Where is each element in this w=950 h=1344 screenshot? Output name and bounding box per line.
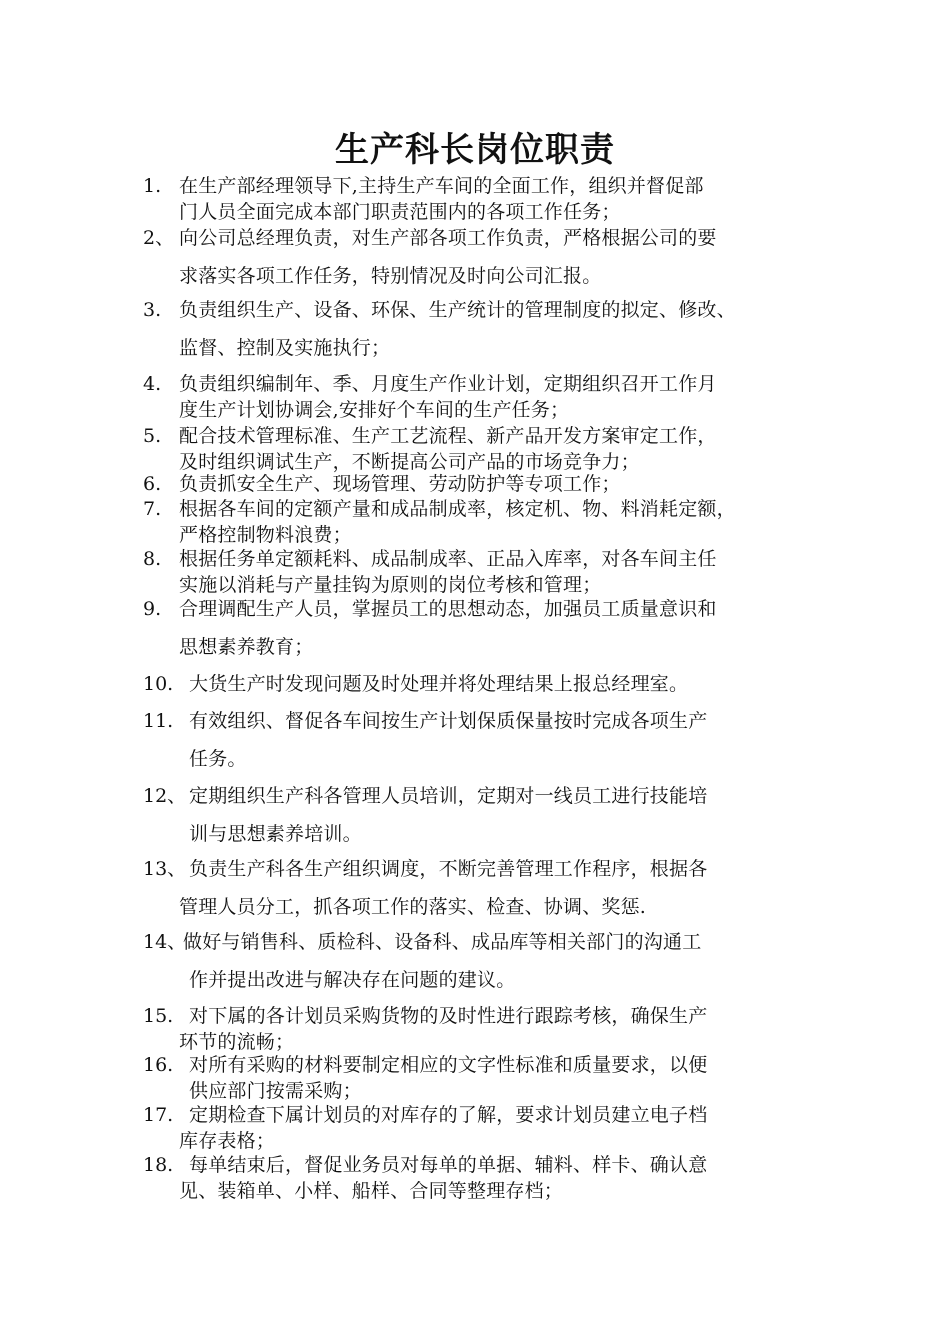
item-number: 4. xyxy=(143,373,162,395)
item-text-line: 配合技术管理标准、生产工艺流程、新产品开发方案审定工作， xyxy=(179,425,717,447)
item-text-line: 门人员全面完成本部门职责范围内的各项工作任务； xyxy=(179,201,621,223)
item-number: 7. xyxy=(143,498,162,520)
page-title: 生产科长岗位职责 xyxy=(335,130,615,170)
item-text-line: 环节的流畅； xyxy=(179,1031,295,1053)
item-number: 1. xyxy=(143,175,162,197)
item-text-line: 根据各车间的定额产量和成品制成率，核定机、物、料消耗定额， xyxy=(179,498,736,520)
item-number: 6. xyxy=(143,473,162,495)
item-text-line: 任务。 xyxy=(189,748,247,770)
item-text-line: 思想素养教育； xyxy=(179,636,314,658)
item-text-line: 大货生产时发现问题及时处理并将处理结果上报总经理室。 xyxy=(189,673,689,695)
item-text-line: 对下属的各计划员采购货物的及时性进行跟踪考核，确保生产 xyxy=(189,1005,708,1027)
item-number: 13、 xyxy=(143,858,187,880)
item-text-line: 对所有采购的材料要制定相应的文字性标准和质量要求，以便 xyxy=(189,1054,708,1076)
item-number: 12、 xyxy=(143,785,187,807)
item-number: 11. xyxy=(143,710,174,732)
item-text-line: 管理人员分工，抓各项工作的落实、检查、协调、奖惩. xyxy=(179,896,647,918)
item-text-line: 负责组织编制年、季、月度生产作业计划，定期组织召开工作月 xyxy=(179,373,717,395)
item-text-line: 见、装箱单、小样、船样、合同等整理存档； xyxy=(179,1180,564,1202)
item-text-line: 作并提出改进与解决存在问题的建议。 xyxy=(189,969,516,991)
item-number: 8. xyxy=(143,548,162,570)
item-number: 10. xyxy=(143,673,174,695)
item-text-line: 做好与销售科、质检科、设备科、成品库等相关部门的沟通工 xyxy=(183,931,702,953)
item-text-line: 度生产计划协调会,安排好个车间的生产任务； xyxy=(179,399,570,421)
item-text-line: 向公司总经理负责，对生产部各项工作负责，严格根据公司的要 xyxy=(179,227,717,249)
item-text-line: 有效组织、督促各车间按生产计划保质保量按时完成各项生产 xyxy=(189,710,708,732)
item-number: 14、 xyxy=(143,931,187,953)
item-number: 9. xyxy=(143,598,162,620)
item-text-line: 供应部门按需采购； xyxy=(189,1080,362,1102)
item-text-line: 负责抓安全生产、现场管理、劳动防护等专项工作； xyxy=(179,473,621,495)
item-text-line: 实施以消耗与产量挂钩为原则的岗位考核和管理； xyxy=(179,574,602,596)
item-text-line: 定期组织生产科各管理人员培训，定期对一线员工进行技能培 xyxy=(189,785,708,807)
item-text-line: 库存表格； xyxy=(179,1130,276,1152)
item-text-line: 求落实各项工作任务，特别情况及时向公司汇报。 xyxy=(179,265,602,287)
item-text-line: 训与思想素养培训。 xyxy=(189,823,362,845)
item-text-line: 监督、控制及实施执行； xyxy=(179,337,391,359)
item-number: 16. xyxy=(143,1054,174,1076)
item-text-line: 根据任务单定额耗料、成品制成率、正品入库率，对各车间主任 xyxy=(179,548,717,570)
item-text-line: 及时组织调试生产，不断提高公司产品的市场竞争力； xyxy=(179,451,640,473)
item-text-line: 在生产部经理领导下,主持生产车间的全面工作，组织并督促部 xyxy=(179,175,704,197)
item-text-line: 负责生产科各生产组织调度，不断完善管理工作程序，根据各 xyxy=(189,858,708,880)
item-text-line: 严格控制物料浪费； xyxy=(179,524,352,546)
item-text-line: 定期检查下属计划员的对库存的了解，要求计划员建立电子档 xyxy=(189,1104,708,1126)
item-text-line: 合理调配生产人员，掌握员工的思想动态，加强员工质量意识和 xyxy=(179,598,717,620)
item-text-line: 每单结束后，督促业务员对每单的单据、辅料、样卡、确认意 xyxy=(189,1154,708,1176)
item-number: 15. xyxy=(143,1005,174,1027)
item-number: 2、 xyxy=(143,227,175,249)
item-number: 3. xyxy=(143,299,162,321)
item-text-line: 负责组织生产、设备、环保、生产统计的管理制度的拟定、修改、 xyxy=(179,299,736,321)
item-number: 17. xyxy=(143,1104,174,1126)
item-number: 5. xyxy=(143,425,162,447)
item-number: 18. xyxy=(143,1154,174,1176)
